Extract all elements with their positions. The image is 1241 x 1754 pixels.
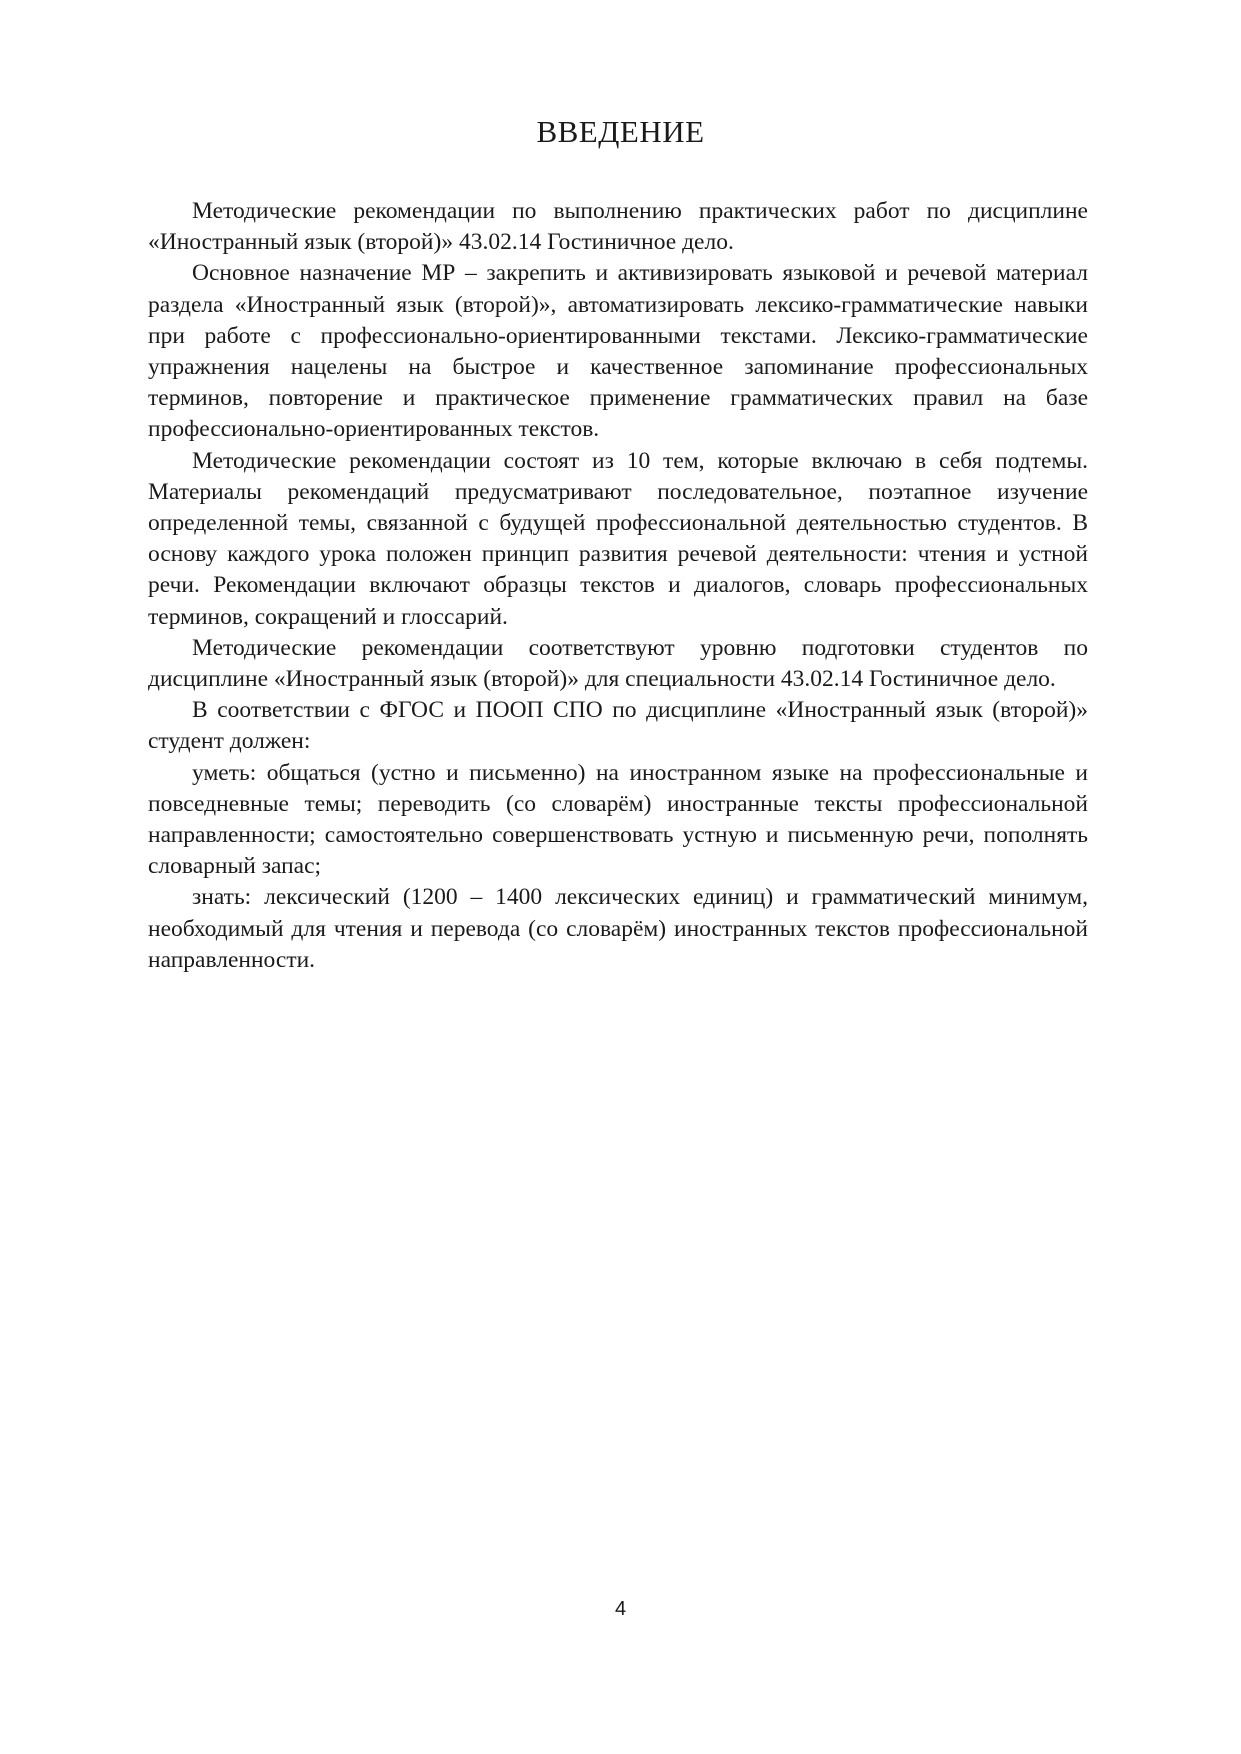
body-text: [148, 196, 1088, 976]
paragraph-purpose: Методические рекомендации по выполнению практических работ по дисциплине «Иностранный язык (второй)» 43.02.14 Гостиничное дело.: [148, 198, 1088, 256]
page-title: ВВЕДЕНИЕ: [536, 114, 705, 149]
paragraph-main-goal: Основное назначение МР – закрепить и активизировать языковой и речевой материал раздела «Иностранный язык (второй)», автоматизировать лексико-грамматические навыки при работе с профессионально-ориентированными текстами. Лексико-грамматические упражнения нацелены на быстрое и качественное запоминание профессиональных терминов, повторение и практическое применение грамматических правил на базе профессионально-ориентированных текстов.: [148, 260, 1088, 443]
paragraph-compliance: Методические рекомендации соответствуют уровню подготовки студентов по дисциплине «Иностранный язык (второй)» для специальности 43.02.14 Гостиничное дело.: [148, 634, 1088, 693]
paragraph-structure: Методические рекомендации состоят из 10 тем, которые включаю в себя подтемы. Материалы рекомендаций предусматривают последовательное, поэтапное изучение определенной темы, связанной с будущей профессиональной деятельностью студентов. В основу каждого урока положен принцип развития речевой деятельности: чтения и устной речи. Рекомендации включают образцы текстов и диалогов, словарь профессиональных терминов, сокращений и глоссарий.: [148, 447, 1088, 630]
paragraph-knowledge: знать: лексический (1200 – 1400 лексических единиц) и грамматический минимум, необходимый для чтения и перевода (со словарём) иностранных текстов профессиональной направленности.: [148, 884, 1088, 973]
paragraph-skills: уметь: общаться (устно и письменно) на иностранном языке на профессиональные и повседневные темы; переводить (со словарём) иностранные тексты профессиональной направленности; самостоятельно совершенствовать устную и письменную речи, пополнять словарный запас;: [148, 759, 1088, 880]
paragraph-fgos-intro: В соответствии с ФГОС и ПООП СПО по дисциплине «Иностранный язык (второй)» студент должен:: [148, 697, 1088, 755]
page-number: 4: [614, 1598, 627, 1620]
